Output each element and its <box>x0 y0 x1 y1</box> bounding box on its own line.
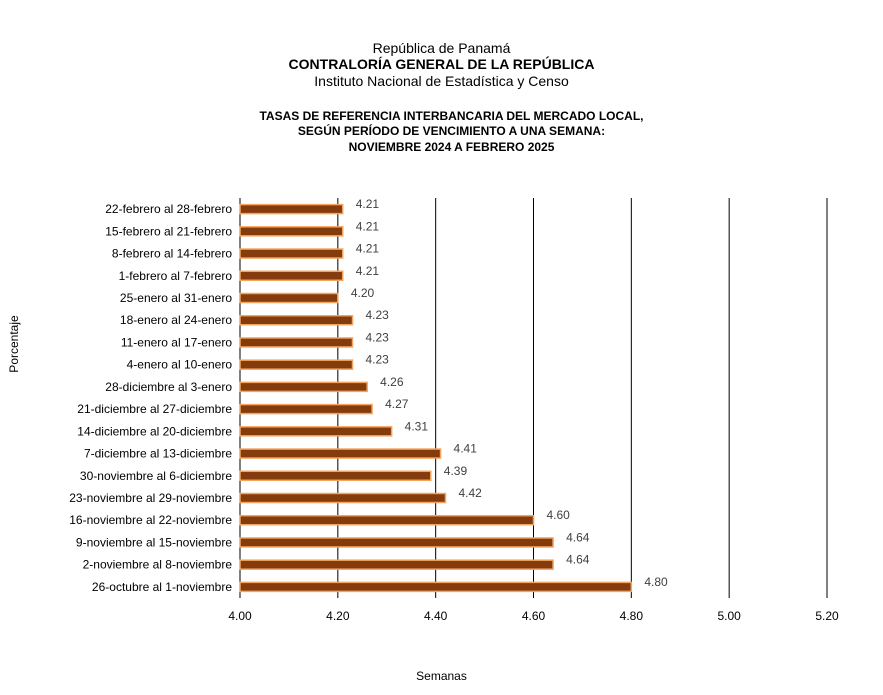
x-tick-label: 4.40 <box>423 609 448 623</box>
chart-title-line-3: NOVIEMBRE 2024 A FEBRERO 2025 <box>348 140 555 154</box>
bar <box>240 582 631 591</box>
y-category-label: 14-diciembre al 20-diciembre <box>77 424 232 439</box>
bar <box>240 205 343 214</box>
bar <box>240 560 553 569</box>
bar-value-label: 4.27 <box>385 397 409 412</box>
bar <box>240 360 353 369</box>
y-category-label: 16-noviembre al 22-noviembre <box>69 513 232 528</box>
bar-value-label: 4.21 <box>355 263 380 278</box>
y-category-label: 15-febrero al 21-febrero <box>105 224 232 239</box>
bar-value-label: 4.31 <box>404 419 429 434</box>
x-axis-label: Semanas <box>416 669 467 683</box>
y-axis-label: Porcentaje <box>7 315 21 373</box>
bar-value-label: 4.23 <box>365 352 389 367</box>
bar <box>240 427 392 436</box>
bar-value-label: 4.39 <box>443 463 468 478</box>
chart-title-line-1: TASAS DE REFERENCIA INTERBANCARIA DEL MERCADO LOCAL, <box>259 109 644 123</box>
y-category-label: 21-diciembre al 27-diciembre <box>77 402 232 417</box>
bar-value-label: 4.42 <box>458 486 482 500</box>
header-institution: CONTRALORÍA GENERAL DE LA REPÚBLICA <box>288 56 595 72</box>
x-tick-label: 4.60 <box>521 609 546 623</box>
bar-value-label: 4.64 <box>566 552 590 567</box>
bar <box>240 449 441 458</box>
bar <box>240 471 431 480</box>
y-category-label: 22-febrero al 28-febrero <box>105 202 232 217</box>
y-category-label: 25-enero al 31-enero <box>119 291 232 305</box>
bar <box>240 294 338 303</box>
bar-value-label: 4.80 <box>644 574 668 589</box>
y-category-label: 30-noviembre al 6-diciembre <box>79 468 232 483</box>
y-category-label: 23-noviembre al 29-noviembre <box>69 491 232 505</box>
x-tick-label: 5.00 <box>717 609 741 623</box>
bar-value-label: 4.21 <box>355 241 380 256</box>
bar <box>240 338 353 347</box>
bar-value-label: 4.20 <box>350 286 375 300</box>
y-category-label: 2-noviembre al 8-noviembre <box>82 557 232 572</box>
header-institute: Instituto Nacional de Estadística y Censo <box>314 73 569 89</box>
bar <box>240 316 353 325</box>
bar <box>240 249 343 258</box>
bar-value-label: 4.26 <box>380 374 404 389</box>
x-tick-label: 4.80 <box>619 609 644 623</box>
bar-value-label: 4.23 <box>365 308 389 323</box>
bar-value-label: 4.21 <box>355 197 380 212</box>
bar <box>240 382 367 391</box>
bar <box>240 538 553 547</box>
bar-value-label: 4.64 <box>566 530 590 545</box>
bar-value-label: 4.60 <box>546 508 570 523</box>
header-country: República de Panamá <box>372 40 511 56</box>
y-category-label: 4-enero al 10-enero <box>126 357 232 372</box>
y-category-label: 28-diciembre al 3-enero <box>105 379 232 394</box>
y-category-label: 18-enero al 24-enero <box>119 313 232 328</box>
y-category-label: 8-febrero al 14-febrero <box>111 246 232 261</box>
y-category-label: 1-febrero al 7-febrero <box>118 268 232 283</box>
bar-value-label: 4.21 <box>355 219 380 234</box>
x-tick-label: 4.00 <box>228 609 252 623</box>
bar <box>240 494 445 503</box>
bar <box>240 516 534 525</box>
y-category-label: 7-diciembre al 13-diciembre <box>83 446 232 461</box>
y-category-label: 9-noviembre al 15-noviembre <box>75 535 232 550</box>
x-tick-label: 4.20 <box>326 609 350 623</box>
y-category-label: 11-enero al 17-enero <box>120 335 232 350</box>
bar-value-label: 4.23 <box>365 330 389 345</box>
x-tick-label: 5.20 <box>815 609 839 623</box>
bar-value-label: 4.41 <box>453 441 477 456</box>
y-category-label: 26-octubre al 1-noviembre <box>91 579 232 594</box>
bar <box>240 227 343 236</box>
chart-title-line-2: SEGÚN PERÍODO DE VENCIMIENTO A UNA SEMANA: <box>297 124 606 138</box>
bar <box>240 405 372 414</box>
bar <box>240 271 343 280</box>
